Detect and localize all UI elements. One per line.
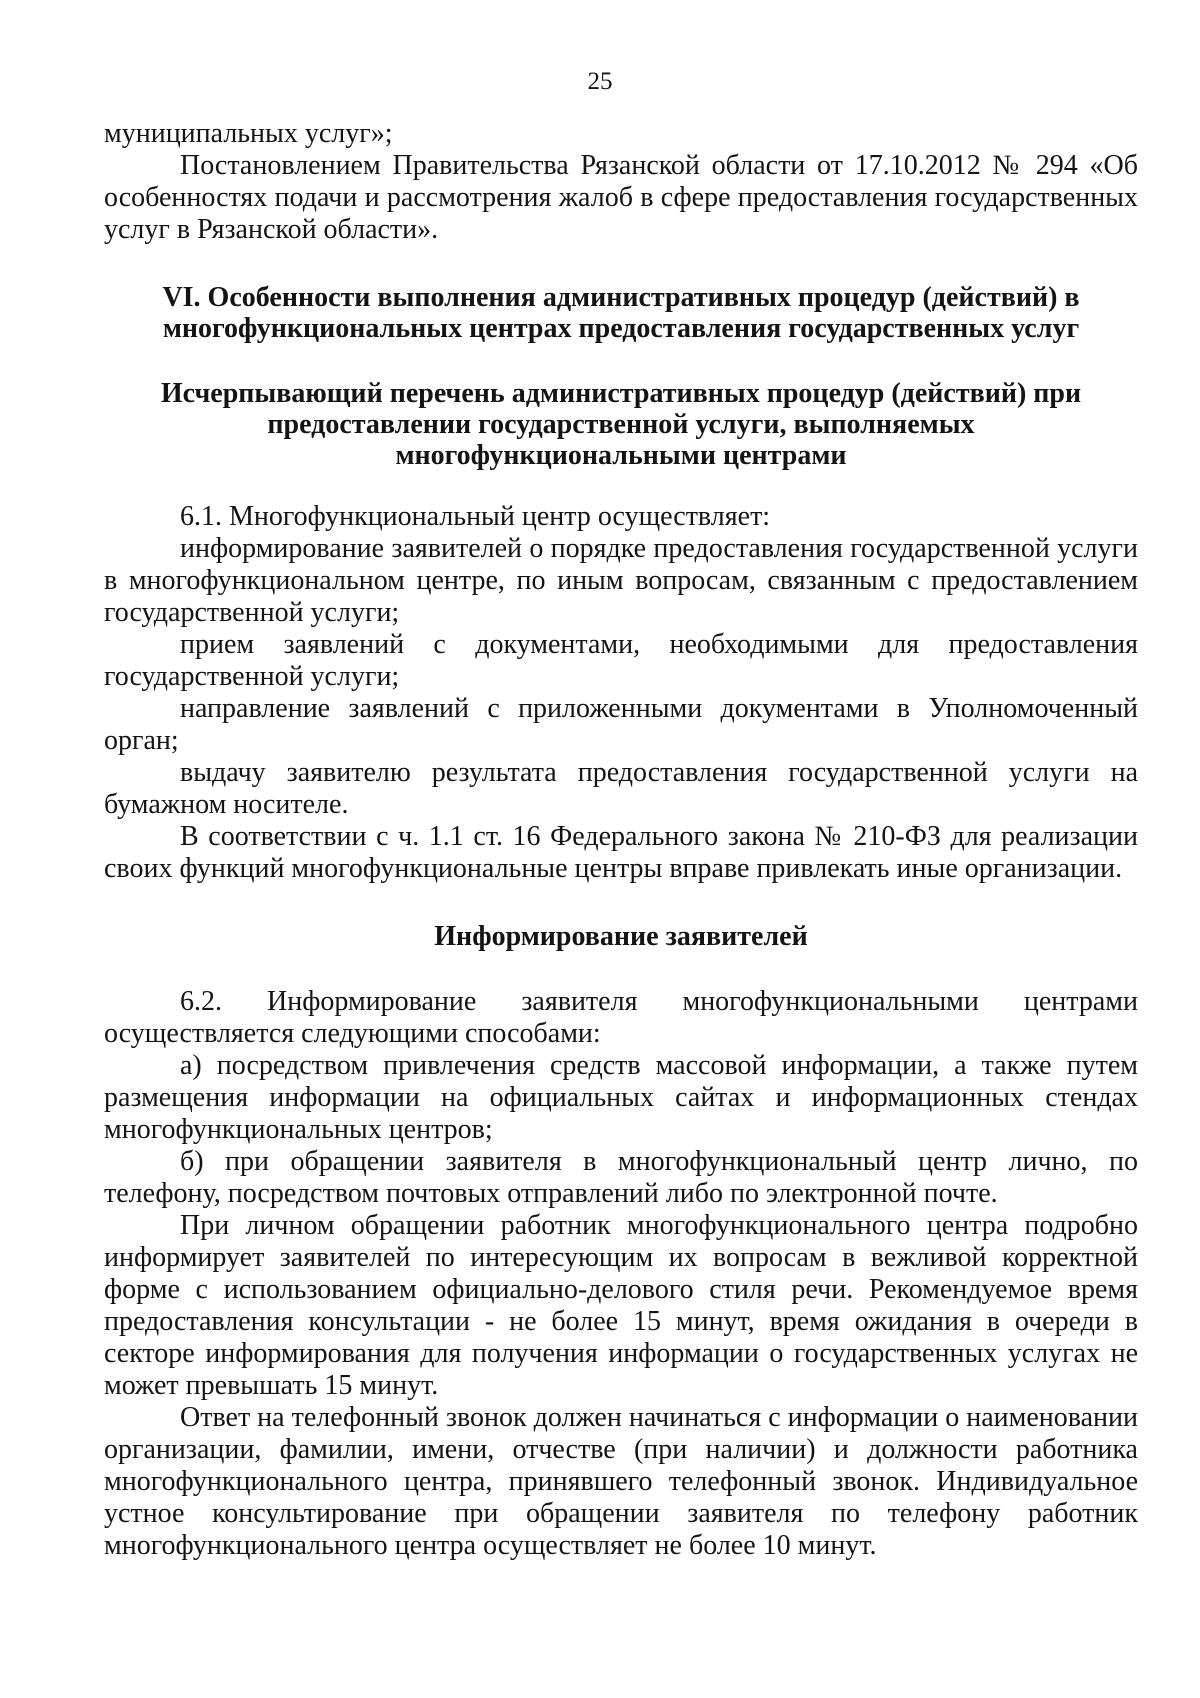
spacer xyxy=(104,885,1138,921)
document-body xyxy=(104,118,1138,1562)
page-number: 25 xyxy=(587,68,613,95)
spacer xyxy=(104,471,1138,501)
informing-heading: Информирование заявителей xyxy=(434,921,808,952)
spacer xyxy=(104,246,1138,282)
paragraph-ryazan-resolution: Постановлением Правительства Рязанской области от 17.10.2012 № 294 «Об особенностях подачи и рассмотрения жалоб в сфере предоставления государственных услуг в Рязанской области». xyxy=(104,150,1138,245)
procedures-heading-line-3: многофункциональными центрами xyxy=(395,440,847,471)
clause-6-1-forwarding: направление заявлений с приложенными документами в Уполномоченный орган; xyxy=(104,693,1138,756)
clause-6-1-receiving: прием заявлений с документами, необходимыми для предоставления государственной услуги; xyxy=(104,629,1138,692)
procedures-list-heading xyxy=(104,378,1138,471)
clause-6-1-informing: информирование заявителей о порядке предоставления государственной услуги в многофункциональном центре, по иным вопросам, связанным с предоставлением государственной услуги; xyxy=(104,533,1138,628)
paragraph-phone-call: Ответ на телефонный звонок должен начинаться с информации о наименовании организации, фамилии, имени, отчестве (при наличии) и должности работника многофункционального центра, принявшего телефонный звонок. Индивидуальное устное консультирование при обращении заявителя по телефону работник многофункционального центра осуществляет не более 10 минут. xyxy=(104,1402,1138,1561)
section-6-heading-line-1: VI. Особенности выполнения административных процедур (действий) в xyxy=(162,282,1080,313)
paragraph-municipal-services-end: муниципальных услуг»; xyxy=(104,118,393,149)
paragraph-personal-visit: При личном обращении работник многофункционального центра подробно информирует заявителей по интересующим их вопросам в вежливой корректной форме с использованием официально-делового стиля речи. Рекомендуемое время предоставления консультации - не более 15 минут, время ожидания в очереди в секторе информирования для получения информации о государственных услугах не может превышать 15 минут. xyxy=(104,1210,1138,1401)
clause-6-2: 6.2. Информирование заявителя многофункциональными центрами осуществляется следующими способами: xyxy=(104,986,1138,1049)
clause-6-1-issuing: выдачу заявителю результата предоставления государственной услуги на бумажном носителе. xyxy=(104,757,1138,820)
clause-6-2-a: а) посредством привлечения средств массовой информации, а также путем размещения информации на официальных сайтах и информационных стендах многофункциональных центров; xyxy=(104,1050,1138,1145)
procedures-heading-line-2: предоставлении государственной услуги, выполняемых xyxy=(267,409,975,440)
clause-6-1: 6.1. Многофункциональный центр осуществляет: xyxy=(180,501,771,532)
procedures-heading-line-1: Исчерпывающий перечень административных процедур (действий) при xyxy=(160,378,1082,409)
section-6-heading-line-2: многофункциональных центрах предоставления государственных услуг xyxy=(162,313,1080,344)
spacer xyxy=(104,952,1138,986)
section-6-heading xyxy=(104,282,1138,344)
clause-6-2-b: б) при обращении заявителя в многофункциональный центр лично, по телефону, посредством почтовых отправлений либо по электронной почте. xyxy=(104,1146,1138,1209)
clause-6-1-federal-law: В соответствии с ч. 1.1 ст. 16 Федерального закона № 210-ФЗ для реализации своих функций многофункциональные центры вправе привлекать иные организации. xyxy=(104,821,1138,884)
spacer xyxy=(104,344,1138,378)
